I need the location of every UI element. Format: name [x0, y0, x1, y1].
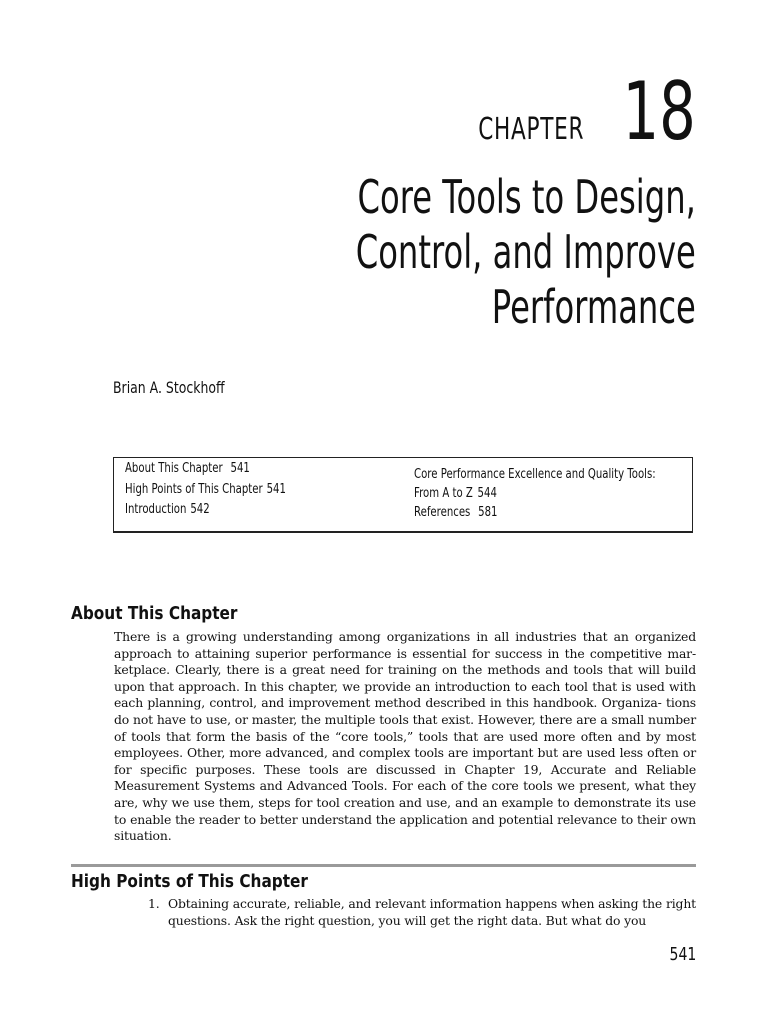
chapter-title-line: Control, and Improve [355, 225, 696, 279]
toc-entry[interactable] [414, 505, 498, 520]
toc-entry-page: 544 [477, 486, 497, 501]
toc-entry-label: Introduction [125, 502, 187, 517]
toc-entry-label: Core Performance Excellence and Quality Tools: [414, 467, 656, 482]
toc-entry-label: About This Chapter [125, 461, 223, 476]
toc-entry[interactable] [414, 486, 497, 501]
chapter-number: 18 [622, 65, 696, 158]
chapter-label [437, 65, 696, 158]
toc-entry[interactable] [125, 482, 286, 497]
chapter-title [210, 170, 696, 335]
toc-entry-page: 581 [478, 505, 498, 520]
chapter-title-line: Core Tools to Design, [357, 170, 696, 224]
chapter-word: CHAPTER [478, 112, 585, 147]
toc-entry-page: 541 [266, 482, 286, 497]
list-item-number: 1. [148, 896, 160, 911]
toc-entry-page: 542 [190, 502, 210, 517]
toc-entry[interactable] [125, 502, 210, 517]
toc-entry[interactable] [414, 467, 656, 482]
list-item [150, 896, 696, 929]
section-body-about: There is a growing understanding among organizations in all industries that an organized approach to attaining superior performance is essential for success in the competitive mar-ketplace. Clearly, there is a great need for training on the methods and tools that will build upon that approach. In this chapter, we provide an introduction to each tool that is used with each planning, control, and improvement method described in this handbook. Organiza- tions do not have to use, or master, the multiple tools that exist. However, there are a small number of tools that form the basis of the “core tools,” tools that are used more often and by most employees. Other, more advanced, and complex tools are important but are used less often or for specific purposes. These tools are discussed in Chapter 19, Accurate and Reliable Measurement Systems and Advanced Tools. For each of the core tools we present, what they are, why we use them, steps for tool creation and use, and an example to demonstrate its use to enable the reader to better understand the application and potential relevance to their own situation. [114, 629, 696, 844]
chapter-title-line: Performance [491, 280, 696, 334]
section-divider [71, 864, 696, 867]
toc-entry[interactable] [125, 461, 250, 476]
toc-entry-label: High Points of This Chapter [125, 482, 263, 497]
section-heading-about: About This Chapter [71, 603, 238, 624]
author-name: Brian A. Stockhoff [113, 378, 225, 397]
chapter-contents-box [113, 457, 693, 533]
toc-entry-label: References [414, 505, 471, 520]
toc-entry-page: 541 [230, 461, 250, 476]
list-item-text: Obtaining accurate, reliable, and relevant information happens when asking the right questions. Ask the right question, you will get the right data. But what do you [168, 896, 696, 928]
section-heading-high-points: High Points of This Chapter [71, 871, 308, 892]
toc-entry-label: From A to Z [414, 486, 473, 501]
page-number: 541 [669, 944, 696, 965]
